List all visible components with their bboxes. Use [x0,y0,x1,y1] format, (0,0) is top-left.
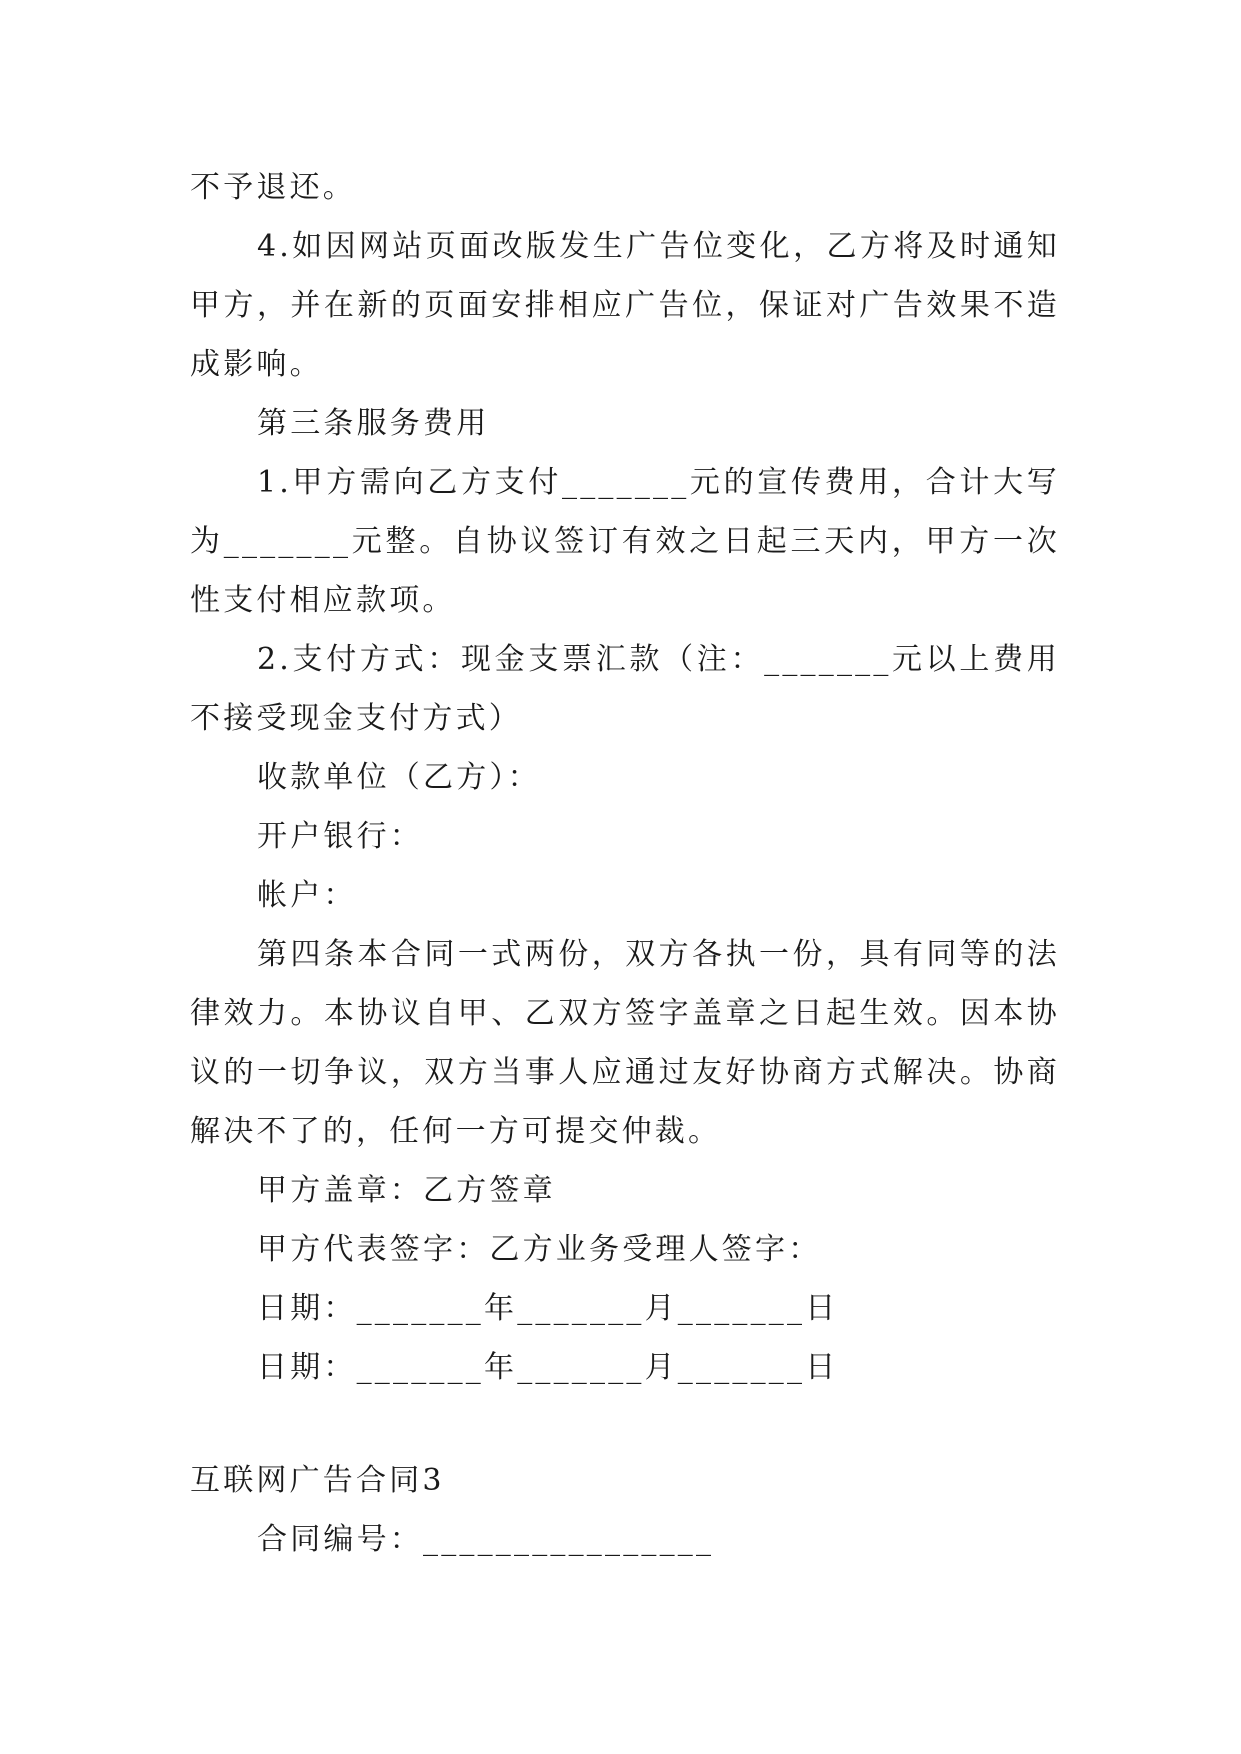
section-heading-service-fee: 第三条服务费用 [257,406,490,441]
paragraph-clause-4-ad-position: 4.如因网站页面改版发生广告位变化，乙方将及时通知甲方，并在新的页面安排相应广告位，保证对广告效果不造成影响。 [190,229,1060,382]
document-body [190,158,1060,1569]
field-bank: 开户银行： [257,819,423,854]
paragraph-payment-method: 2.支付方式：现金支票汇款（注：_______元以上费用不接受现金支付方式） [190,642,1060,736]
paragraph-article-4: 第四条本合同一式两份，双方各执一份，具有同等的法律效力。本协议自甲、乙双方签字盖章之日起生效。因本协议的一切争议，双方当事人应通过友好协商方式解决。协商解决不了的，任何一方可提交仲裁。 [190,937,1060,1149]
next-contract-title: 互联网广告合同3 [190,1463,445,1498]
field-payee: 收款单位（乙方）： [257,760,541,795]
field-account: 帐户： [257,878,357,913]
paragraph-fee-amount: 1.甲方需向乙方支付_______元的宣传费用，合计大写为_______元整。自协议签订有效之日起三天内，甲方一次性支付相应款项。 [190,465,1060,618]
signature-seal-line: 甲方盖章：乙方签章 [257,1173,556,1208]
section-gap [190,1397,1060,1451]
date-line-party-b: 日期：_______年_______月_______日 [257,1350,839,1385]
paragraph-refund-end: 不予退还。 [190,170,356,205]
date-line-party-a: 日期：_______年_______月_______日 [257,1291,839,1326]
contract-number-line: 合同编号：________________ [257,1522,715,1557]
signature-representative-line: 甲方代表签字：乙方业务受理人签字： [257,1232,822,1267]
